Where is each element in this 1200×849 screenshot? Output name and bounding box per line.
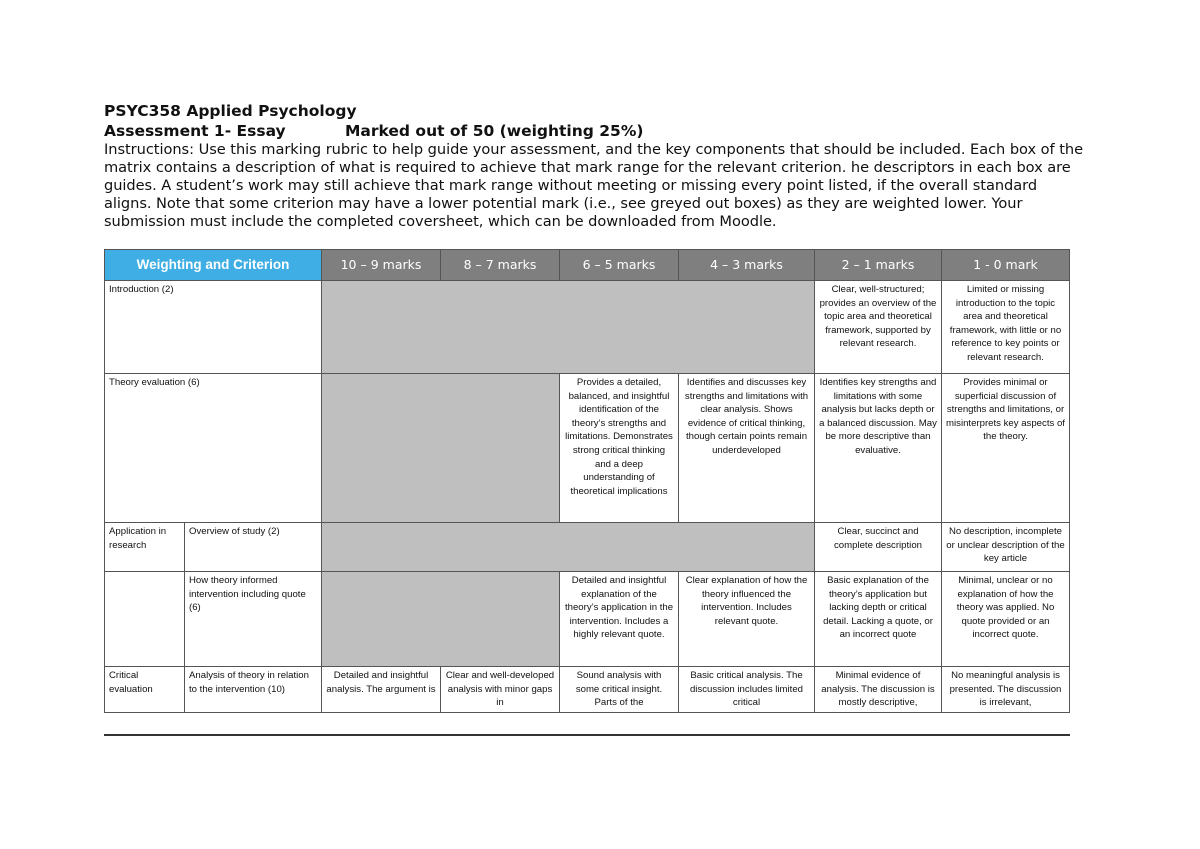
descriptor-cell: Sound analysis with some critical insight. Parts of the <box>560 667 679 713</box>
descriptor-cell: No description, incomplete or unclear description of the key article <box>942 523 1070 572</box>
table-row <box>105 667 1070 713</box>
table-row <box>105 523 1070 572</box>
table-row <box>105 572 1070 667</box>
instructions-text: Instructions: Use this marking rubric to help guide your assessment, and the key components that should be included. Each box of the matrix contains a description of what is required to achieve that mark range for the relevant criterion. he descriptors in each box are guides. A student’s work may still achieve that mark range without meeting or missing every point listed, if the overall standard aligns. Note that some criterion may have a lower potential mark (i.e., see greyed out boxes) as they are weighted lower. Your submission must include the completed coversheet, which can be downloaded from Moodle. <box>104 141 1084 230</box>
table-header-row <box>105 250 1070 281</box>
descriptor-cell: No meaningful analysis is presented. The discussion is irrelevant, <box>942 667 1070 713</box>
table-row <box>105 281 1070 374</box>
page-cut-line <box>104 734 1070 736</box>
descriptor-cell: Clear and well-developed analysis with minor gaps in <box>441 667 560 713</box>
descriptor-cell: Identifies key strengths and limitations with some analysis but lacks depth or a balanced discussion. May be more descriptive than evaluative. <box>815 374 942 523</box>
assessment-line <box>104 121 1084 141</box>
descriptor-cell: Detailed and insightful analysis. The argument is <box>322 667 441 713</box>
criterion-group-cell: Application in research <box>105 523 185 572</box>
descriptor-cell: Provides minimal or superficial discussion of strengths and limitations, or misinterprets key aspects of the theory. <box>942 374 1070 523</box>
descriptor-cell: Clear, well-structured; provides an overview of the topic area and theoretical framework, supported by relevant research. <box>815 281 942 374</box>
header-4-3: 4 – 3 marks <box>679 250 815 281</box>
marking-rubric-table <box>104 249 1070 713</box>
criterion-cell: How theory informed intervention including quote (6) <box>185 572 322 667</box>
criterion-cell: Analysis of theory in relation to the intervention (10) <box>185 667 322 713</box>
greyed-out-cell <box>322 374 560 523</box>
criterion-cell: Overview of study (2) <box>185 523 322 572</box>
descriptor-cell: Provides a detailed, balanced, and insightful identification of the theory’s strengths and limitations. Demonstrates strong critical thinking and a deep understanding of theoretical implications <box>560 374 679 523</box>
header-criterion: Weighting and Criterion <box>105 250 322 281</box>
header-10-9: 10 – 9 marks <box>322 250 441 281</box>
criterion-cell: Theory evaluation (6) <box>105 374 322 523</box>
descriptor-cell: Limited or missing introduction to the topic area and theoretical framework, with little or no reference to key points or relevant research. <box>942 281 1070 374</box>
descriptor-cell: Basic explanation of the theory’s application but lacking depth or critical detail. Lacking a quote, or an incorrect quote <box>815 572 942 667</box>
greyed-out-cell <box>322 281 815 374</box>
criterion-cell: Introduction (2) <box>105 281 322 374</box>
descriptor-cell: Minimal evidence of analysis. The discussion is mostly descriptive, <box>815 667 942 713</box>
descriptor-cell: Clear explanation of how the theory influenced the intervention. Includes relevant quote. <box>679 572 815 667</box>
course-title: PSYC358 Applied Psychology <box>104 102 357 120</box>
greyed-out-cell <box>322 572 560 667</box>
criterion-group-cell <box>105 572 185 667</box>
descriptor-cell: Basic critical analysis. The discussion includes limited critical <box>679 667 815 713</box>
header-1-0: 1 - 0 mark <box>942 250 1070 281</box>
header-6-5: 6 – 5 marks <box>560 250 679 281</box>
header-8-7: 8 – 7 marks <box>441 250 560 281</box>
assessment-title: Assessment 1- Essay <box>104 122 286 140</box>
descriptor-cell: Clear, succinct and complete description <box>815 523 942 572</box>
descriptor-cell: Identifies and discusses key strengths and limitations with clear analysis. Shows evidence of critical thinking, though certain points remain underdeveloped <box>679 374 815 523</box>
criterion-group-cell: Critical evaluation <box>105 667 185 713</box>
table-row <box>105 374 1070 523</box>
descriptor-cell: Detailed and insightful explanation of the theory’s application in the intervention. Includes a highly relevant quote. <box>560 572 679 667</box>
header-2-1: 2 – 1 marks <box>815 250 942 281</box>
descriptor-cell: Minimal, unclear or no explanation of how the theory was applied. No quote provided or an incorrect quote. <box>942 572 1070 667</box>
document-header <box>104 101 1084 231</box>
greyed-out-cell <box>322 523 815 572</box>
marking-info: Marked out of 50 (weighting 25%) <box>345 122 644 140</box>
